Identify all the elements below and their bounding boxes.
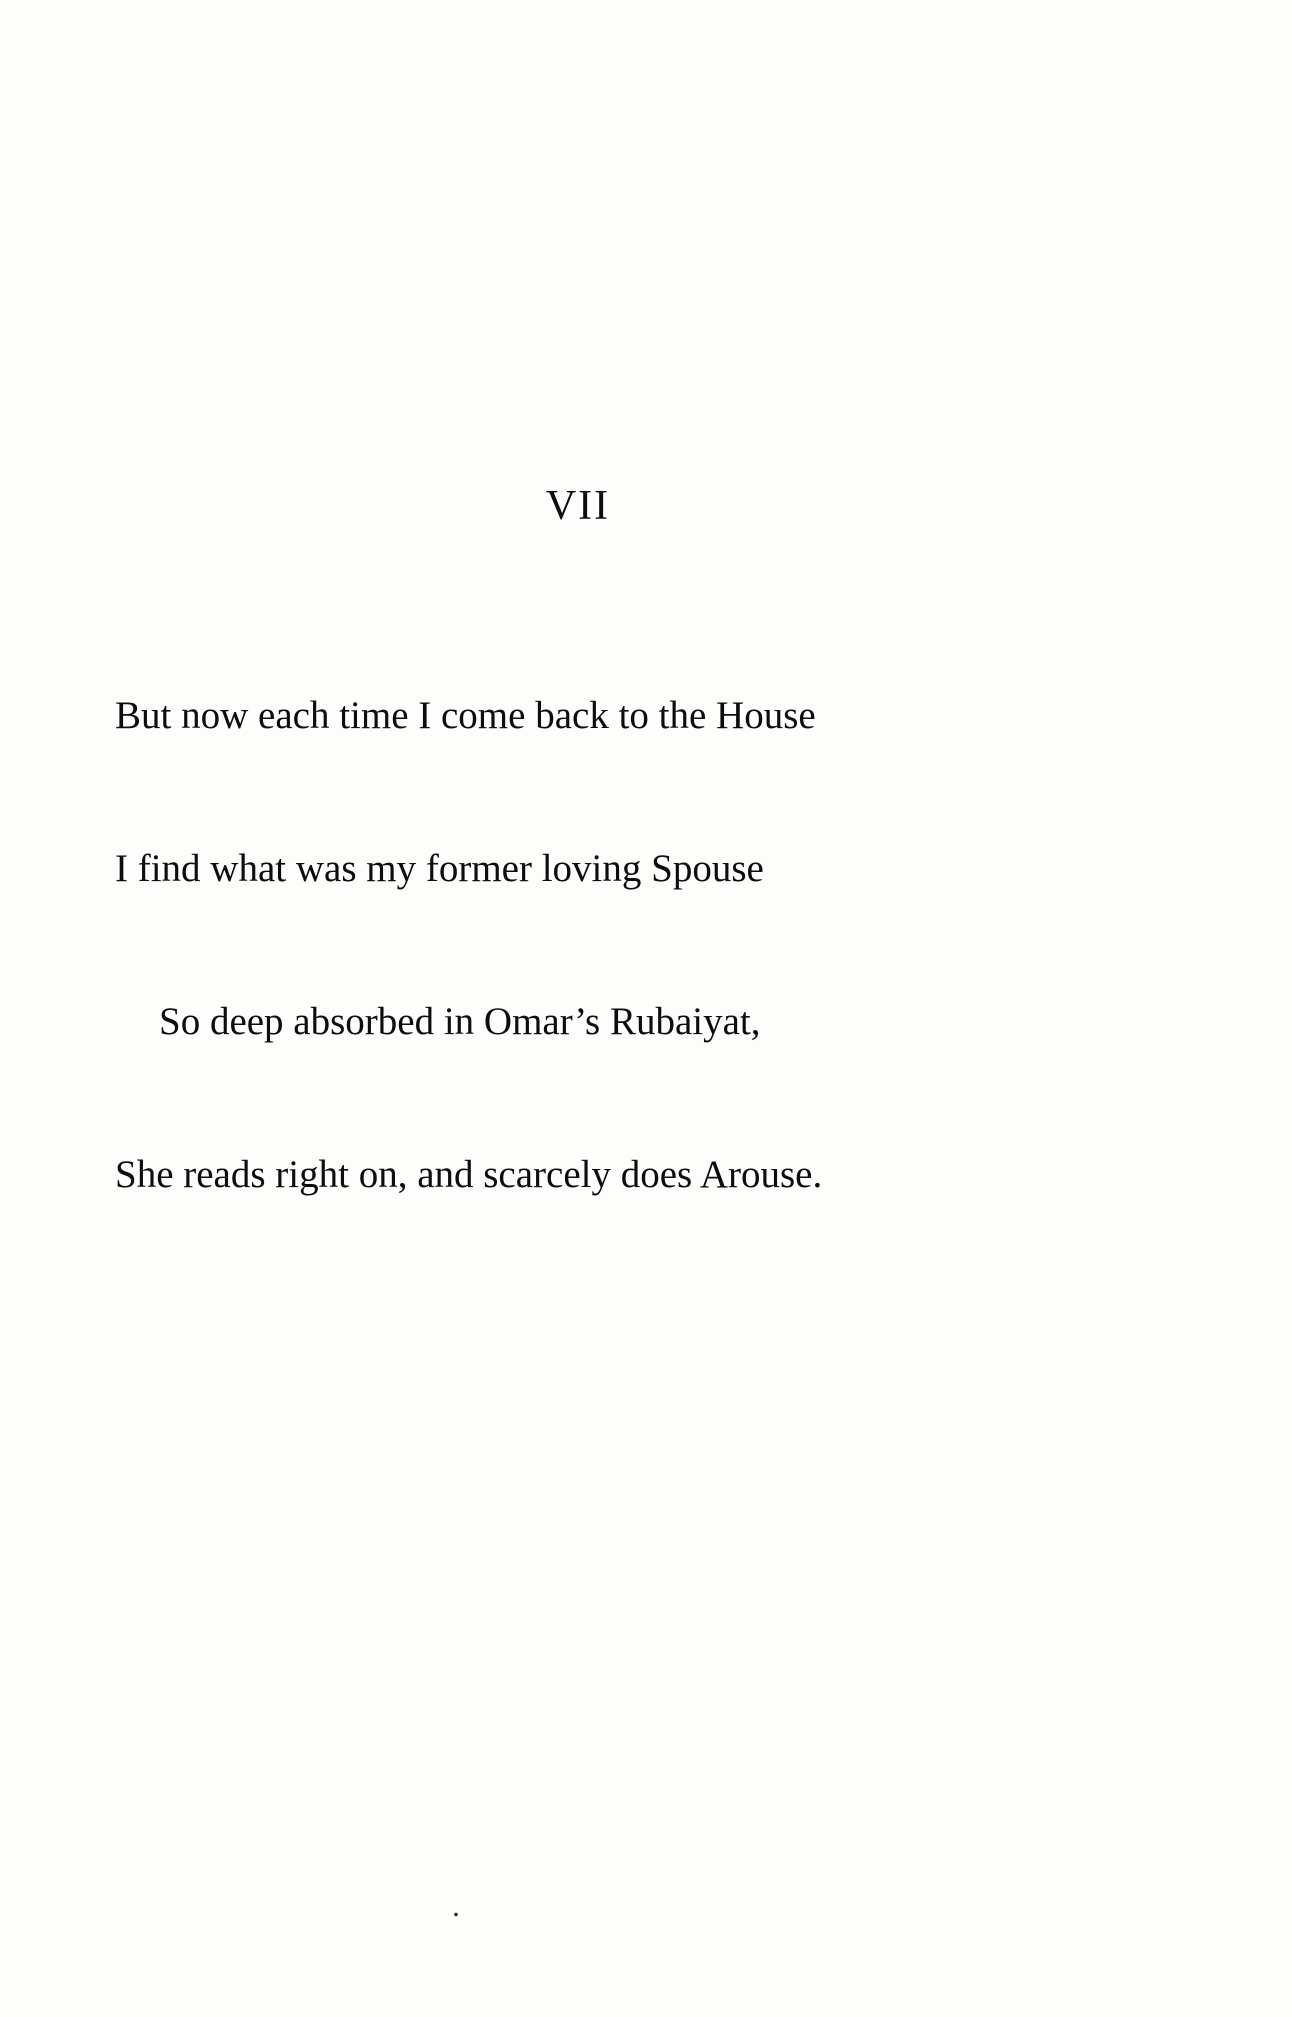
page-footer-mark <box>0 1890 1292 1924</box>
poem-line: So deep absorbed in Omar’s Rubaiyat, <box>159 1000 761 1043</box>
footer-dot: . <box>452 1890 460 1923</box>
poem-number-heading <box>0 482 1292 530</box>
poem-stanza <box>115 588 1175 1302</box>
poem-number-text: VII <box>545 483 611 529</box>
poem-line: But now each time I come back to the House <box>115 694 816 737</box>
poem-line: She reads right on, and scarcely does Arouse. <box>115 1153 823 1196</box>
poem-line: I find what was my former loving Spouse <box>115 847 764 890</box>
